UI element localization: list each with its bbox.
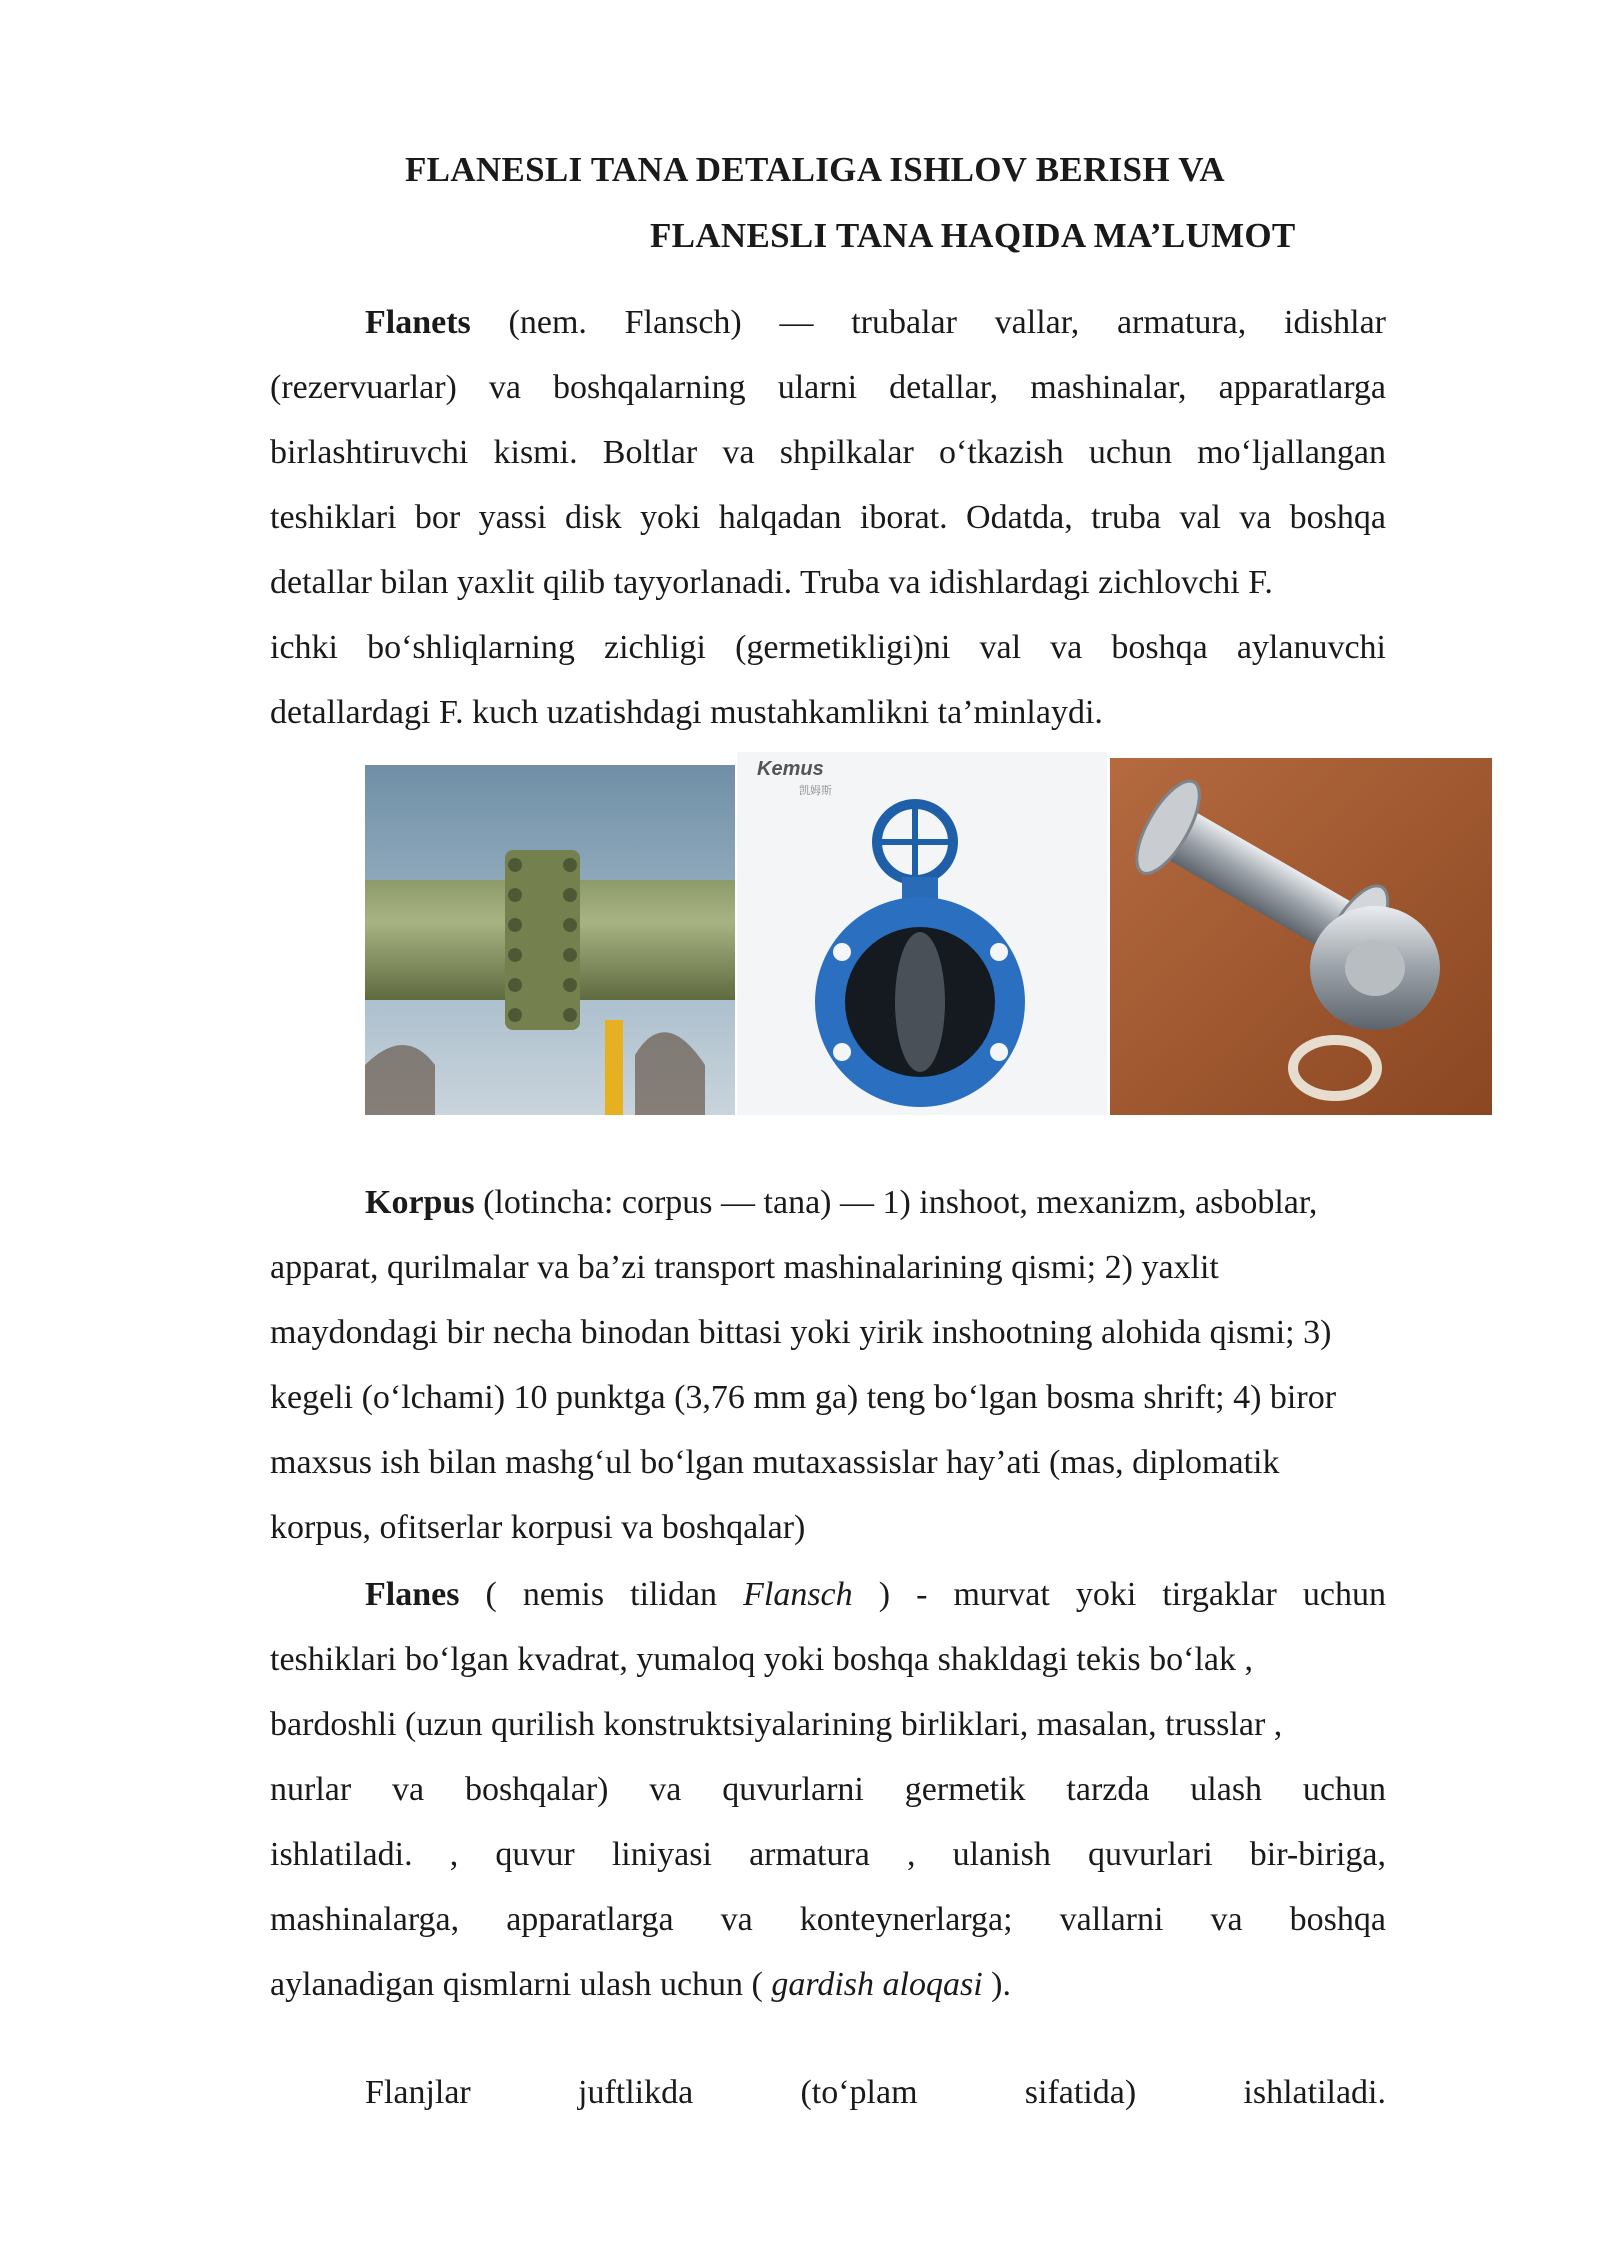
text-span: ).	[991, 1966, 1011, 2003]
page-title-line-1: FLANESLI TANA DETALIGA ISHLOV BERISH VA	[405, 150, 1225, 189]
pipeline-flange-photo	[365, 765, 735, 1115]
italic-term: gardish aloqasi	[771, 1966, 983, 2003]
term-flanes: Flanes	[365, 1576, 460, 1613]
page-title-line-2: FLANESLI TANA HAQIDA MA’LUMOT	[650, 216, 1296, 255]
brand-logo-sub: 凯姆斯	[799, 784, 832, 797]
paragraph-line: teshiklari bo‘lgan kvadrat, yumaloq yoki boshqa shakldagi tekis bo‘lak ,	[270, 1641, 1253, 1678]
paragraph-flanets	[270, 290, 1386, 745]
brand-logo: Kemus	[757, 758, 824, 780]
text-span: (nem. Flansch) — trubalar vallar, armatura, idishlar	[508, 304, 1387, 341]
term-korpus: Korpus	[365, 1184, 475, 1221]
paragraph-line: ichki bo‘shliqlarning zichligi (germetikligi)ni val va boshqa aylanuvchi	[270, 629, 1386, 666]
paragraph-line	[270, 1952, 1386, 2017]
paragraph-line	[270, 1170, 1460, 1235]
paragraph-line: apparat, qurilmalar va ba’zi transport mashinalarining qismi; 2) yaxlit	[270, 1249, 1219, 1286]
paragraph-line	[270, 290, 1386, 355]
text-span: (lotincha: corpus — tana) — 1) inshoot, mexanizm, asboblar,	[483, 1184, 1318, 1221]
paragraph-line: ishlatiladi. , quvur liniyasi armatura , ulanish quvurlari bir-biriga,	[270, 1836, 1386, 1873]
paragraph-line: teshiklari bor yassi disk yoki halqadan iborat. Odatda, truba val va boshqa	[270, 499, 1386, 536]
text-span: ) - murvat yoki tirgaklar uchun	[878, 1576, 1387, 1613]
butterfly-valve-photo	[737, 752, 1107, 1115]
vacuum-flange-fitting-photo	[1110, 758, 1492, 1115]
text-span: ( nemis tilidan	[485, 1576, 718, 1613]
paragraph-line: kegeli (o‘lchami) 10 punktga (3,76 mm ga) teng bo‘lgan bosma shrift; 4) biror	[270, 1379, 1337, 1416]
paragraph-line: maydondagi bir necha binodan bittasi yoki yirik inshootning alohida qismi; 3)	[270, 1314, 1332, 1351]
paragraph-flanes	[270, 1562, 1386, 2017]
paragraph-korpus	[270, 1170, 1460, 1560]
paragraph-line: korpus, ofitserlar korpusi va boshqalar)	[270, 1509, 806, 1546]
text-span: aylanadigan qismlarni ulash uchun (	[270, 1966, 763, 2003]
paragraph-line: detallar bilan yaxlit qilib tayyorlanadi. Truba va idishlardagi zichlovchi F.	[270, 564, 1273, 601]
paragraph-line: (rezervuarlar) va boshqalarning ularni detallar, mashinalar, apparatlarga	[270, 369, 1386, 406]
paragraph-line: maxsus ish bilan mashg‘ul bo‘lgan mutaxassislar hay’ati (mas, diplomatik	[270, 1444, 1280, 1481]
paragraph-line	[270, 1562, 1386, 1627]
term-flanets: Flanets	[365, 304, 471, 341]
paragraph-line: mashinalarga, apparatlarga va konteynerlarga; vallarni va boshqa	[270, 1901, 1386, 1938]
paragraph-line: Flanjlar juftlikda (to‘plam sifatida) ishlatiladi.	[365, 2074, 1386, 2111]
paragraph-flanjlar	[270, 2060, 1386, 2125]
paragraph-line: nurlar va boshqalar) va quvurlarni germetik tarzda ulash uchun	[270, 1771, 1386, 1808]
paragraph-line: bardoshli (uzun qurilish konstruktsiyalarining birliklari, masalan, trusslar ,	[270, 1706, 1283, 1743]
paragraph-line: birlashtiruvchi kismi. Boltlar va shpilkalar o‘tkazish uchun mo‘ljallangan	[270, 434, 1386, 471]
italic-term: Flansch	[743, 1576, 853, 1613]
paragraph-line: detallardagi F. kuch uzatishdagi mustahkamlikni ta’minlaydi.	[270, 694, 1103, 731]
